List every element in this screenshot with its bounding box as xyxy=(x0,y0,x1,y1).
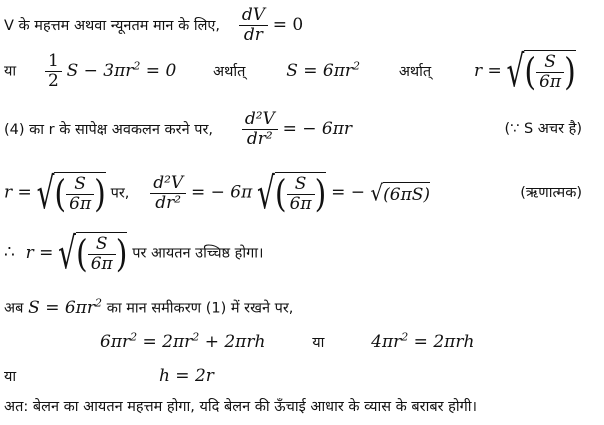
line-5 xyxy=(4,227,264,279)
line-3 xyxy=(4,110,600,149)
line-2-r-eq: r = xyxy=(473,60,502,81)
line-4-mid: = − 6π xyxy=(190,182,253,203)
line-7-eq1: $6\pi r^2 = 2\pi r^2 + 2\pi rh$ xyxy=(100,330,266,352)
line-4-par: पर, xyxy=(110,185,130,202)
half-denominator: 2 xyxy=(47,70,59,91)
dr-denominator: dr xyxy=(243,25,263,45)
line-4-r-eq: r = xyxy=(4,182,32,203)
therefore-symbol: ∴ xyxy=(4,242,15,263)
line-2-ya: या xyxy=(4,63,17,80)
line-6-eq: $S = 6\pi r^2$ xyxy=(28,296,102,318)
line-4 xyxy=(4,167,600,219)
line-6 xyxy=(4,296,293,318)
line-2-equation: $S - 3\pi r^2 = 0$ xyxy=(66,58,177,81)
dv-numerator: dV xyxy=(239,6,268,26)
line-7-eq2: $4\pi r^2 = 2\pi rh$ xyxy=(371,330,475,352)
line-4-end: = − xyxy=(331,182,371,203)
line-3-text: (4) का r के सापेक्ष अवकलन करने पर, xyxy=(4,122,214,138)
half-numerator: 1 xyxy=(45,52,62,72)
line-1-text: V के महत्तम अथवा न्यूनतम मान के लिए, xyxy=(4,18,221,34)
negative-note: (ऋणात्मक) xyxy=(520,185,582,201)
line-9 xyxy=(4,396,477,416)
line-6-text-b: का मान समीकरण (1) में रखने पर, xyxy=(106,300,294,317)
sqrt-s-over-6pi-2: √( $\frac{S}{6\pi}$ ) xyxy=(36,167,106,219)
line-7 xyxy=(100,330,474,352)
line-8 xyxy=(4,366,214,386)
sqrt-6pi-s: √(6πS) xyxy=(370,179,431,207)
dv-dr-fraction xyxy=(239,6,268,45)
constant-note: (∵ S अचर है) xyxy=(504,121,582,137)
line-6-text-a: अब xyxy=(4,300,24,317)
line-2 xyxy=(4,45,576,97)
s-equation: $S = 6\pi r^2$ xyxy=(286,58,361,81)
line-3-rhs: = − 6πr xyxy=(282,119,352,139)
sqrt-s-over-6pi-3: √( $\frac{S}{6\pi}$ ) xyxy=(257,167,327,219)
sqrt-s-over-6pi-4: √( $\frac{S}{6\pi}$ ) xyxy=(58,227,128,279)
sqrt-s-over-6pi: √( $\frac{S}{6\pi}$ ) xyxy=(506,45,576,97)
conclusion-text: अत: बेलन का आयतन महत्तम होगा, यदि बेलन की ऊँचाई आधार के व्यास के बराबर होगी। xyxy=(4,399,478,415)
line-8-ya: या xyxy=(4,369,17,385)
line-1 xyxy=(4,6,303,45)
d2v-dr2-fraction-2: $\frac{\text{d²V}}{\text{dr²}}$ xyxy=(150,174,186,213)
line-7-ya: या xyxy=(312,334,325,351)
line-1-rhs: = 0 xyxy=(272,15,304,35)
line-8-eq: h = 2r xyxy=(158,366,214,386)
arthat-2: अर्थात् xyxy=(398,63,432,80)
line-5-text: पर आयतन उच्चिष्ठ होगा। xyxy=(132,245,264,262)
half-fraction xyxy=(45,52,62,91)
d2v-dr2-fraction: $\frac{\text{d²V}}{\text{dr²}}$ xyxy=(242,110,278,149)
arthat-1: अर्थात् xyxy=(213,63,246,80)
line-5-r-eq: r = xyxy=(25,242,54,263)
